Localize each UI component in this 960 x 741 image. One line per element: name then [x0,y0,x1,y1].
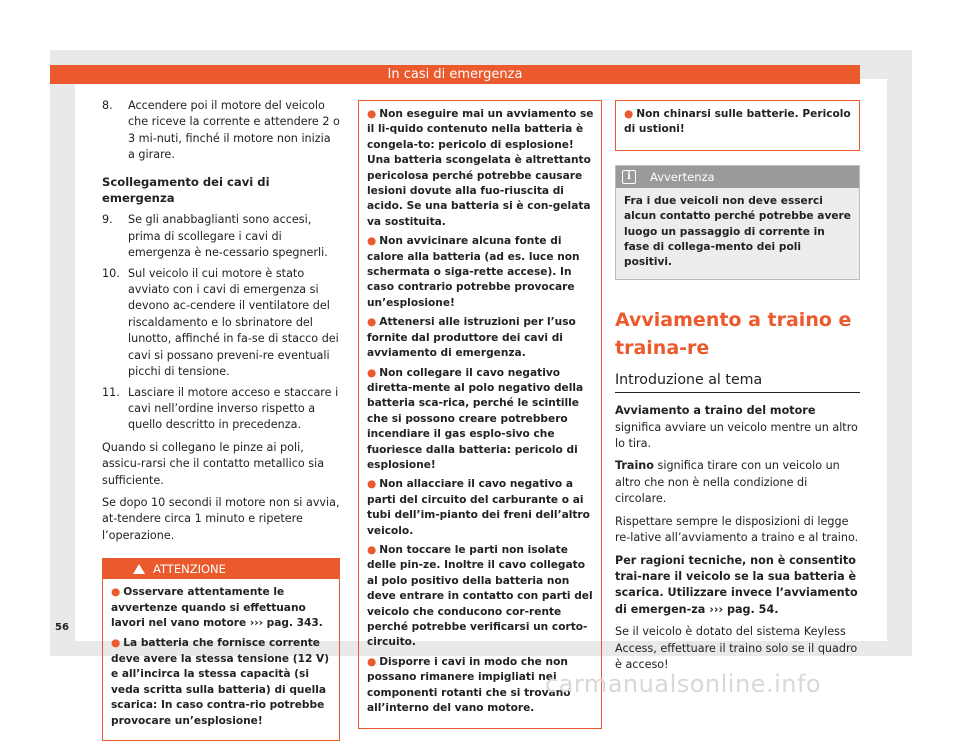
paragraph-towing [615,458,860,507]
step-11 [102,385,340,434]
step-text: Se gli anabbaglianti sono accesi, prima di scollegare i cavi di emergenza è ne-cessario spegnerli. [128,213,328,260]
warning-bullet [367,543,595,651]
step-number: 11. [102,385,120,399]
bullet-icon: ● [367,366,377,379]
step-text: Accendere poi il motore del veicolo che riceve la corrente e attendere 2 o 3 mi-nuti, finché il motore non inizia a girare. [128,99,340,162]
page-number: 56 [55,622,69,633]
note-header [616,166,859,188]
bullet-text: Osservare attentamente le avvertenze quando si effettuano lavori nel vano motore ››› pag. 343. [111,586,323,630]
term: Avviamento a traino del motore [615,404,816,418]
bullet-text: Non eseguire mai un avviamento se il li-quido contenuto nella batteria è congela-to: pericolo di esplosione! Una batteria scongelata è altrettanto pericolosa perché potrebbe causare lesioni dovute alla fuo-riuscita di acido. Se una batteria si è con-gelata va sostituita. [367,108,594,228]
paragraph-retry: Se dopo 10 secondi il motore non si avvia, at-tendere circa 1 minuto e ripetere l’operazione. [102,495,340,542]
warning-bullet [367,234,595,311]
paragraph-technical-reasons: Per ragioni tecniche, non è consentito trai-nare il veicolo se la sua batteria è scarica. Utilizzare invece l’avviamento di emergen-za ››› pag. 54. [615,553,858,616]
warning-bullet [624,107,853,138]
bullet-icon: ● [624,108,634,120]
bullet-text: Non avvicinare alcuna fonte di calore alla batteria (ad es. luce non schermata o siga-rette accese). In caso contrario potrebbe provocare un’esplosione! [367,235,580,309]
step-8 [102,98,340,164]
paragraph-tow-start [615,403,860,452]
watermark: carmanualsonline.info [545,670,822,698]
bullet-text: Non collegare il cavo negativo diretta-mente al polo negativo della batteria sca-rica, perché le scintille che si possono creare potrebbero incendiare il gas esplo-sivo che fuoriesce dalla batteria: pericolo di esplosione! [367,366,584,471]
warning-bullet [367,366,595,474]
step-number: 10. [102,266,120,280]
bullet-icon: ● [367,655,377,668]
warning-body [103,579,339,739]
bullet-text: Non allacciare il cavo negativo a parti del circuito del carburante o ai tubi dell’im-pianto dei freni dell’altro veicolo. [367,478,590,537]
bullet-icon: ● [367,235,377,248]
section-header: In casi di emergenza [50,65,860,84]
bullet-icon: ● [367,316,377,329]
warning-bullet [367,477,595,539]
warning-continuation [615,100,860,151]
bullet-icon: ● [111,586,121,599]
bullet-icon: ● [367,108,377,120]
note-box [615,165,860,280]
warning-box [102,558,340,740]
warning-header [103,559,339,579]
bullet-text: Non chinarsi sulle batterie. Pericolo di ustioni! [624,108,851,136]
warning-title: ATTENZIONE [153,562,226,577]
warning-triangle-icon [133,564,145,574]
warning-bullet [367,107,595,230]
warning-bullet [111,585,333,632]
bullet-text: Disporre i cavi in modo che non possano rimanere impigliati nei componenti rotanti che si trovano all’interno del vano motore. [367,655,571,715]
section-title: Avviamento a traino e traina-re [615,308,852,359]
bullet-text: Attenersi alle istruzioni per l’uso fornite dal produttore dei cavi di avviamento di emergenza. [367,316,576,360]
definition: significa tirare con un veicolo un altro che non è nella condizione di circolare. [615,459,840,506]
column-left [102,98,340,741]
bullet-text: Non toccare le parti non isolate delle pin-ze. Inoltre il cavo collegato al polo positivo della batteria non deve entrare in contatto con parti del veicolo che conducono cor-rente perché potrebbe verificarsi un corto-circuito. [367,543,593,649]
bullet-icon: ● [111,636,121,649]
paragraph-keyless: Se il veicolo è dotato del sistema Keyless Access, effettuare il traino solo se il quadro è acceso! [615,625,858,671]
warning-bullet [111,636,333,730]
warning-continuation [358,100,602,729]
step-10 [102,266,340,381]
step-text: Lasciare il motore acceso e staccare i cavi nell’ordine inverso rispetto a quello descritto in precedenza. [128,385,339,432]
note-body: Fra i due veicoli non deve esserci alcun contatto perché potrebbe avere luogo un passaggio di corrente in fase di collega-mento dei poli positivi. [624,194,851,269]
bullet-text: La batteria che fornisce corrente deve avere la stessa tensione (12 V) e all’incirca la stessa capacità (si veda scritta sulla batteria) di quella scarica: In caso contra-rio potrebbe provocare un’esplosione! [111,636,330,727]
column-right [615,100,860,673]
note-title: Avvertenza [650,169,715,184]
subheading-disconnect: Scollegamento dei cavi di emergenza [102,174,270,206]
term: Traino [615,459,654,473]
column-middle [358,100,602,729]
warning-bullet [367,315,595,361]
bullet-icon: ● [367,478,377,491]
step-number: 8. [102,99,113,112]
paragraph-law: Rispettare sempre le disposizioni di legge re-lative all’avviamento a traino e al traino. [615,514,859,545]
subsection-title: Introduzione al tema [615,372,860,393]
definition: significa avviare un veicolo mentre un altro lo tira. [615,420,858,451]
step-text: Sul veicolo il cui motore è stato avviato con i cavi di emergenza si devono ac-cendere il ventilatore del riscaldamento e lo sbrinatore del lunotto, affinché in fa-se di stacco dei cavi si possano preveni-re eventuali picchi di tensione. [128,266,339,379]
info-icon: i [622,170,636,184]
step-number: 9. [102,213,113,227]
paragraph-contact: Quando si collegano le pinze ai poli, assicu-rarsi che il contatto metallico sia sufficiente. [102,440,325,487]
bullet-icon: ● [367,543,377,556]
step-9 [102,212,340,261]
